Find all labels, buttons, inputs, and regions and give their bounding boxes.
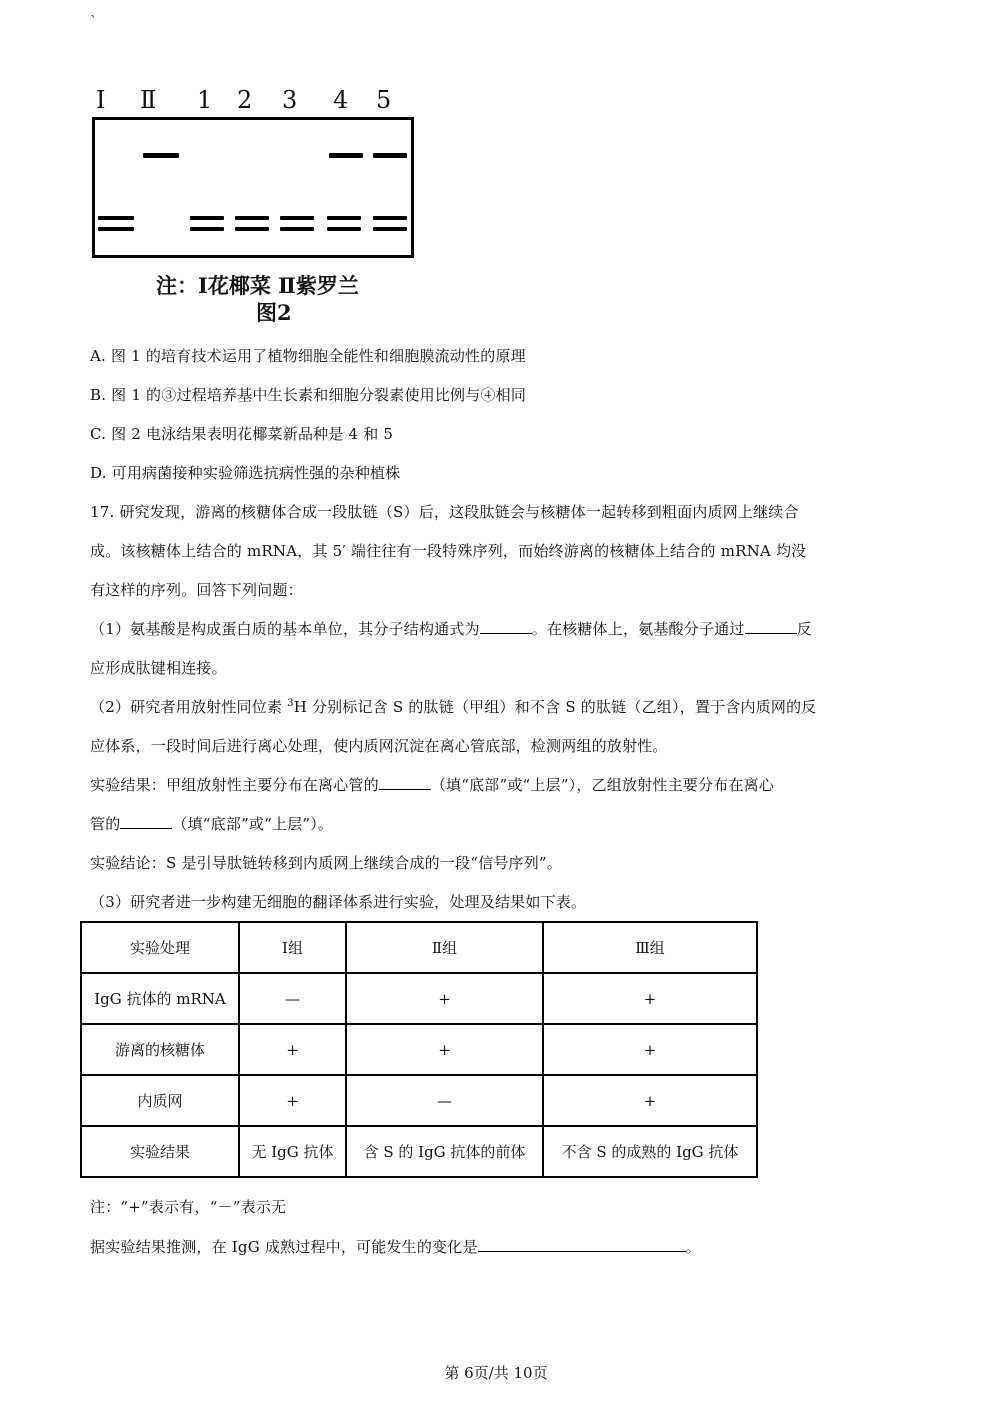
figure-caption: 图2 (256, 300, 292, 325)
table-cell: 含 S 的 IgG 抗体的前体 (346, 1126, 543, 1177)
gel-band (280, 216, 314, 220)
gel-band (373, 153, 407, 158)
table-header-cell: Ⅰ组 (239, 922, 346, 973)
q17-part3: （3）研究者进一步构建无细胞的翻译体系进行实验，处理及结果如下表。 (90, 893, 587, 911)
q17-intro: 有这样的序列。回答下列问题： (90, 581, 303, 599)
gel-band (327, 227, 361, 231)
table-header-row (81, 922, 757, 973)
text: 。在核糖体上，氨基酸分子通过 (531, 620, 745, 638)
option-d: D. 可用病菌接种实验筛选抗病性强的杂种植株 (90, 464, 401, 482)
table-cell: + (346, 1024, 543, 1075)
table-cell: 实验结果 (81, 1126, 239, 1177)
table-row (81, 973, 757, 1024)
table-row (81, 1075, 757, 1126)
lane-label: 3 (282, 86, 298, 114)
gel-band (280, 227, 314, 231)
text: 管的 (90, 815, 121, 833)
table-note: 注：“+”表示有，“－”表示无 (90, 1198, 287, 1216)
experiment-conclusion: 实验结论：S 是引导肽链转移到内质网上继续合成的一段“信号序列”。 (90, 854, 562, 872)
gel-note: 注：Ⅰ花椰菜 Ⅱ紫罗兰 (156, 273, 359, 298)
gel-lane-labels (96, 86, 426, 116)
text: 据实验结果推测，在 IgG 成熟过程中，可能发生的变化是 (90, 1238, 478, 1256)
q17-part2-cont: 应体系，一段时间后进行离心处理，使内质网沉淀在离心管底部，检测两组的放射性。 (90, 737, 668, 755)
option-b: B. 图 1 的③过程培养基中生长素和细胞分裂素使用比例与④相同 (90, 386, 527, 404)
experiment-result-cont (90, 813, 333, 834)
gel-band (329, 153, 363, 158)
text: 实验结果：甲组放射性主要分布在离心管的 (90, 776, 379, 794)
experiment-table (80, 921, 758, 1178)
table-cell: 游离的核糖体 (81, 1024, 239, 1075)
page-footer: 第 6页/共 10页 (444, 1364, 548, 1382)
gel-band (327, 216, 361, 220)
lane-label: 5 (376, 86, 392, 114)
table-cell: + (239, 1024, 346, 1075)
gel-band (373, 227, 407, 231)
text: （2）研究者用放射性同位素 (90, 698, 288, 716)
isotope-mass: 3 (287, 698, 294, 709)
table-cell: — (239, 973, 346, 1024)
text: H 分别标记含 S 的肽链（甲组）和不含 S 的肽链（乙组），置于含内质网的反 (293, 698, 817, 716)
table-cell: 不含 S 的成熟的 IgG 抗体 (543, 1126, 757, 1177)
gel-band (98, 227, 134, 231)
text: （1）氨基酸是构成蛋白质的基本单位，其分子结构通式为 (90, 620, 480, 638)
corner-mark: ` (90, 14, 97, 30)
q17-intro: 17. 研究发现，游离的核糖体合成一段肽链（S）后，这段肽链会与核糖体一起转移到粗面内质网上继续合 (90, 503, 799, 521)
table-cell: 无 IgG 抗体 (239, 1126, 346, 1177)
table-cell: IgG 抗体的 mRNA (81, 973, 239, 1024)
table-row (81, 1126, 757, 1177)
q17-part1 (90, 618, 812, 639)
table-cell: — (346, 1075, 543, 1126)
text: （填“底部”或“上层”），乙组放射性主要分布在离心 (430, 776, 774, 794)
lane-label: 2 (237, 86, 253, 114)
gel-band (235, 216, 269, 220)
answer-blank[interactable] (379, 775, 431, 790)
gel-band (190, 216, 224, 220)
table-header-cell: Ⅲ组 (543, 922, 757, 973)
answer-blank[interactable] (478, 1237, 686, 1252)
q17-intro: 成。该核糖体上结合的 mRNA，其 5′ 端往往有一段特殊序列，而始终游离的核糖体上结合的 mRNA 均没 (90, 542, 807, 560)
answer-blank[interactable] (120, 814, 172, 829)
gel-band (190, 227, 224, 231)
experiment-result (90, 774, 774, 795)
table-cell: 内质网 (81, 1075, 239, 1126)
text: 反 (796, 620, 812, 638)
gel-band (235, 227, 269, 231)
gel-band (143, 153, 179, 158)
text: （填“底部”或“上层”）。 (172, 815, 334, 833)
lane-label: 1 (197, 86, 213, 114)
lane-label: Ⅱ (140, 86, 157, 114)
option-c: C. 图 2 电泳结果表明花椰菜新品种是 4 和 5 (90, 425, 394, 443)
table-header-cell: 实验处理 (81, 922, 239, 973)
table-cell: + (543, 1075, 757, 1126)
answer-blank[interactable] (745, 619, 797, 634)
option-a: A. 图 1 的培育技术运用了植物细胞全能性和细胞膜流动性的原理 (90, 347, 526, 365)
table-row (81, 1024, 757, 1075)
table-cell: + (543, 973, 757, 1024)
answer-blank[interactable] (480, 619, 532, 634)
q17-part2 (90, 696, 816, 717)
q17-part1-cont: 应形成肽键相连接。 (90, 659, 227, 677)
table-cell: + (239, 1075, 346, 1126)
gel-band (373, 216, 407, 220)
gel-band (98, 216, 134, 220)
text: 。 (685, 1238, 701, 1256)
lane-label: Ⅰ (96, 86, 106, 114)
final-question (90, 1236, 701, 1257)
table-cell: + (543, 1024, 757, 1075)
gel-frame (92, 117, 414, 258)
lane-label: 4 (333, 86, 349, 114)
table-cell: + (346, 973, 543, 1024)
table-header-cell: Ⅱ组 (346, 922, 543, 973)
